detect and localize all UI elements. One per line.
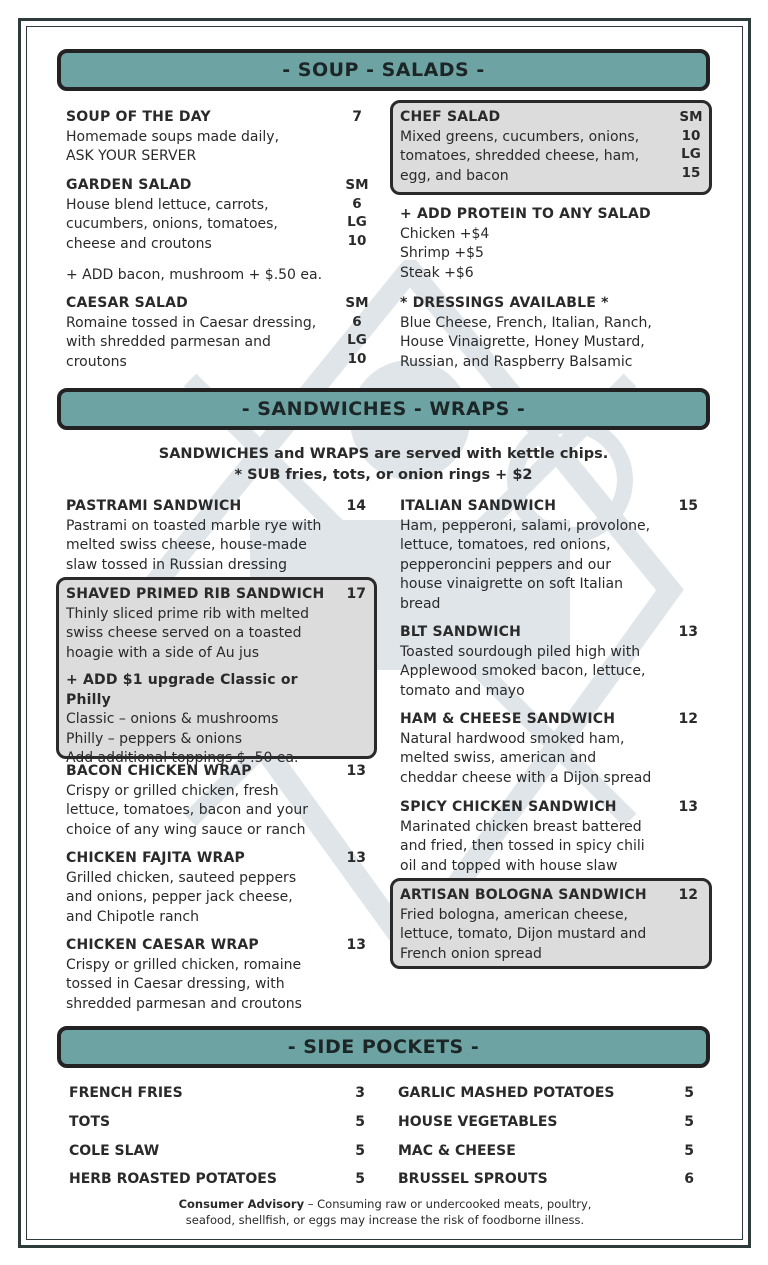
list-item: Shrimp +$5 (400, 245, 484, 261)
item-description: Marinated chicken breast battered (400, 818, 642, 835)
menu-item-pastrami-sandwich (66, 497, 336, 575)
item-name: SHAVED PRIMED RIB SANDWICH (66, 586, 325, 602)
item-price: 14 (346, 498, 366, 514)
dressings-list (400, 294, 700, 372)
item-name: CAESAR SALAD (66, 295, 188, 311)
menu-item-soup-of-the-day (66, 108, 346, 167)
item-description: slaw tossed in Russian dressing (66, 556, 288, 573)
item-price: 12 (678, 887, 698, 903)
item-description: Crispy or grilled chicken, fresh (66, 782, 279, 799)
side-price: 5 (684, 1085, 694, 1101)
item-description: egg, and bacon (400, 167, 509, 184)
item-description: Natural hardwood smoked ham, (400, 730, 625, 747)
item-name: ARTISAN BOLOGNA SANDWICH (400, 887, 647, 903)
size-label: LG (347, 214, 367, 230)
size-label: LG (681, 146, 701, 162)
sandwich-intro-line: SANDWICHES and WRAPS are served with kettle chips. (158, 446, 609, 462)
item-name: BACON CHICKEN WRAP (66, 763, 252, 779)
upgrade-option: Add additional toppings $ .50 ea. (66, 750, 299, 766)
size-price: 15 (681, 164, 701, 181)
menu-item-shaved-prime-rib (66, 585, 336, 769)
item-name: HAM & CHEESE SANDWICH (400, 711, 616, 727)
menu-item-chef-salad (400, 108, 670, 186)
item-description: Romaine tossed in Caesar dressing, (66, 314, 317, 331)
section-banner-side-pockets (57, 1026, 710, 1068)
item-description: tomato and mayo (400, 682, 525, 699)
item-name: CHEF SALAD (400, 109, 501, 125)
list-item: Steak +$6 (400, 264, 474, 281)
section-banner-soup-salads (57, 49, 710, 91)
menu-item-spicy-chicken-sandwich (400, 798, 670, 876)
menu-item-ham-cheese-sandwich (400, 710, 670, 788)
item-description: Toasted sourdough piled high with (400, 643, 641, 660)
item-price: 13 (346, 850, 366, 866)
item-price: 7 (352, 109, 362, 125)
size-price-list (342, 176, 372, 250)
side-item-garlic-mashed-potatoes (398, 1083, 694, 1103)
item-description: Pastrami on toasted marble rye with (66, 517, 322, 534)
item-name: ITALIAN SANDWICH (400, 498, 557, 514)
item-name: CHICKEN FAJITA WRAP (66, 850, 245, 866)
side-name: FRENCH FRIES (69, 1085, 183, 1101)
menu-item-garden-salad (66, 176, 346, 254)
side-name: BRUSSEL SPROUTS (398, 1171, 548, 1187)
size-price: 6 (352, 313, 362, 330)
list-title: + ADD PROTEIN TO ANY SALAD (400, 206, 651, 222)
item-description: Grilled chicken, sauteed peppers (66, 869, 297, 886)
side-item-french-fries (69, 1083, 365, 1103)
list-item: Russian, and Raspberry Balsamic (400, 353, 633, 370)
item-description: and onions, pepper jack cheese, (66, 889, 293, 905)
advisory-text: – Consuming raw or undercooked meats, poultry, (304, 1197, 592, 1211)
size-label: SM (345, 295, 369, 311)
item-description: bread (400, 595, 441, 612)
item-description: ASK YOUR SERVER (66, 148, 197, 164)
item-description: Crispy or grilled chicken, romaine (66, 956, 302, 973)
item-description: cheddar cheese with a Dijon spread (400, 769, 652, 786)
item-price: 13 (678, 799, 698, 815)
item-description: with shredded parmesan and (66, 334, 271, 350)
item-description: Applewood smoked bacon, lettuce, (400, 663, 646, 679)
item-description: hoagie with a side of Au jus (66, 644, 260, 661)
side-price: 3 (355, 1085, 365, 1101)
side-price: 5 (684, 1114, 694, 1130)
section-title: - SANDWICHES - WRAPS - (241, 398, 526, 420)
side-price: 6 (684, 1171, 694, 1187)
size-label: SM (345, 177, 369, 193)
item-price: 12 (678, 711, 698, 727)
list-item: House Vinaigrette, Honey Mustard, (400, 334, 645, 350)
item-description: Homemade soups made daily, (66, 128, 280, 145)
item-description: cucumbers, onions, tomatoes, (66, 216, 278, 232)
item-price: 13 (678, 624, 698, 640)
upgrade-option: Classic – onions & mushrooms (66, 711, 279, 727)
item-description: Mixed greens, cucumbers, onions, (400, 128, 640, 145)
menu-item-artisan-bologna-sandwich (400, 886, 670, 964)
item-description: tomatoes, shredded cheese, ham, (400, 148, 640, 164)
side-item-herb-roasted-potatoes (69, 1169, 365, 1189)
item-name: PASTRAMI SANDWICH (66, 498, 242, 514)
side-item-brussel-sprouts (398, 1169, 694, 1189)
item-description: tossed in Caesar dressing, with (66, 976, 285, 992)
item-description: house vinaigrette on soft Italian (400, 576, 623, 592)
item-name: SPICY CHICKEN SANDWICH (400, 799, 617, 815)
sandwich-sub-line: * SUB fries, tots, or onion rings + $2 (234, 467, 533, 483)
list-item: Chicken +$4 (400, 225, 490, 242)
side-item-house-vegetables (398, 1112, 694, 1132)
size-price: 10 (347, 350, 367, 367)
menu-item-blt-sandwich (400, 623, 670, 701)
item-description: oil and topped with house slaw (400, 857, 618, 874)
side-name: HERB ROASTED POTATOES (69, 1171, 277, 1187)
item-description: pepperoncini peppers and our (400, 556, 611, 573)
item-name: SOUP OF THE DAY (66, 109, 211, 125)
item-description: Ham, pepperoni, salami, provolone, (400, 517, 651, 534)
upgrade-option: Philly – peppers & onions (66, 730, 242, 747)
item-description: and Chipotle ranch (66, 908, 199, 925)
item-name: BLT SANDWICH (400, 624, 521, 640)
item-price: 13 (346, 937, 366, 953)
salad-addon-note (66, 266, 356, 286)
item-price: 15 (678, 498, 698, 514)
add-protein-list (400, 205, 700, 283)
size-price: 10 (347, 232, 367, 249)
item-description: croutons (66, 353, 127, 370)
item-description: lettuce, tomato, Dijon mustard and (400, 926, 647, 942)
section-banner-sandwiches-wraps (57, 388, 710, 430)
menu-item-italian-sandwich (400, 497, 670, 614)
menu-item-chicken-caesar-wrap (66, 936, 336, 1014)
upgrade-title: + ADD $1 upgrade Classic or Philly (66, 672, 298, 708)
item-description: choice of any wing sauce or ranch (66, 821, 306, 838)
size-label: SM (679, 109, 703, 125)
item-description: swiss cheese served on a toasted (66, 625, 302, 641)
size-price-list (342, 294, 372, 368)
menu-item-bacon-chicken-wrap (66, 762, 336, 840)
item-name: CHICKEN CAESAR WRAP (66, 937, 259, 953)
item-description: and fried, then tossed in spicy chili (400, 838, 645, 854)
menu-item-chicken-fajita-wrap (66, 849, 336, 927)
item-price: 17 (346, 586, 366, 602)
side-item-tots (69, 1112, 365, 1132)
item-price: 13 (346, 763, 366, 779)
item-description: lettuce, tomatoes, red onions, (400, 537, 611, 553)
side-price: 5 (355, 1114, 365, 1130)
side-item-cole-slaw (69, 1141, 365, 1161)
side-name: HOUSE VEGETABLES (398, 1114, 558, 1130)
item-description: Fried bologna, american cheese, (400, 906, 629, 923)
advisory-label: Consumer Advisory (178, 1197, 305, 1211)
item-description: House blend lettuce, carrots, (66, 196, 269, 213)
list-item: Blue Cheese, French, Italian, Ranch, (400, 314, 652, 331)
consumer-advisory (100, 1196, 670, 1228)
side-item-mac-cheese (398, 1141, 694, 1161)
size-price: 10 (681, 127, 701, 144)
item-name: GARDEN SALAD (66, 177, 192, 193)
side-name: GARLIC MASHED POTATOES (398, 1085, 615, 1101)
menu-item-caesar-salad (66, 294, 346, 372)
side-price: 5 (684, 1143, 694, 1159)
item-description: cheese and croutons (66, 235, 212, 252)
side-name: TOTS (69, 1114, 111, 1130)
item-description: lettuce, tomatoes, bacon and your (66, 802, 309, 818)
side-name: COLE SLAW (69, 1143, 160, 1159)
size-price-list (676, 108, 706, 182)
side-price: 5 (355, 1171, 365, 1187)
side-name: MAC & CHEESE (398, 1143, 516, 1159)
item-description: Thinly sliced prime rib with melted (66, 605, 310, 622)
advisory-text: seafood, shellfish, or eggs may increase the risk of foodborne illness. (185, 1213, 585, 1227)
list-title: * DRESSINGS AVAILABLE * (400, 295, 609, 311)
item-description: French onion spread (400, 945, 542, 962)
addon-text: + ADD bacon, mushroom + $.50 ea. (66, 267, 323, 283)
side-price: 5 (355, 1143, 365, 1159)
item-description: melted swiss, american and (400, 750, 597, 766)
section-title: - SIDE POCKETS - (287, 1036, 480, 1058)
size-price: 6 (352, 195, 362, 212)
item-description: shredded parmesan and croutons (66, 995, 302, 1012)
section-title: - SOUP - SALADS - (282, 59, 485, 81)
size-label: LG (347, 332, 367, 348)
item-description: melted swiss cheese, house-made (66, 537, 307, 553)
